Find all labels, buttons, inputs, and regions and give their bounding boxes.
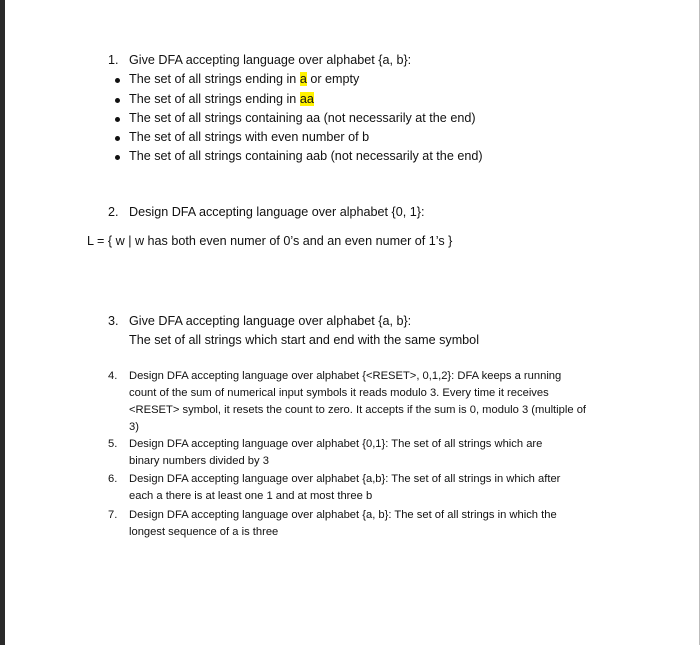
- bullet-dot: [115, 136, 120, 141]
- q1-bullet-1-rest: or empty: [306, 72, 360, 86]
- q1-heading: Give DFA accepting language over alphabet {a, b}:: [129, 53, 412, 67]
- q6-line-2: each a there is at least one 1 and at most three b: [129, 490, 373, 502]
- q4-line-3: <RESET> symbol, it resets the count to zero. It accepts if the sum is 0, modulo 3 (multiple of: [129, 404, 587, 416]
- q1-number: 1.: [108, 53, 119, 67]
- q1-bullet-2-highlight: aa: [299, 92, 314, 106]
- q2-number: 2.: [108, 205, 119, 219]
- q2-heading: Design DFA accepting language over alphabet {0, 1}:: [129, 205, 425, 219]
- q1-bullet-5: The set of all strings containing aab (not necessarily at the end): [129, 149, 483, 163]
- q5-line-1: Design DFA accepting language over alphabet {0,1}: The set of all strings which are: [129, 438, 543, 450]
- bullet-dot: [115, 78, 120, 83]
- q1-bullet-2-text: The set of all strings ending in: [129, 92, 300, 106]
- bullet-dot: [115, 98, 120, 103]
- q4-line-2: count of the sum of numerical input symbols it reads modulo 3. Every time it receives: [129, 387, 549, 399]
- bullet-dot: [115, 155, 120, 160]
- q7-line-2: longest sequence of a is three: [129, 526, 279, 538]
- q3-body: The set of all strings which start and end with the same symbol: [129, 333, 479, 347]
- q1-bullet-1-highlight: a: [299, 72, 307, 86]
- q7-number: 7.: [108, 509, 118, 521]
- bullet-dot: [115, 117, 120, 122]
- q1-bullet-1: [129, 71, 359, 87]
- q7-line-1: Design DFA accepting language over alphabet {a, b}: The set of all strings in which the: [129, 509, 557, 521]
- left-border: [0, 0, 5, 645]
- q4-line-1: Design DFA accepting language over alphabet {<RESET>, 0,1,2}: DFA keeps a running: [129, 370, 562, 382]
- q1-bullet-1-text: The set of all strings ending in: [129, 72, 300, 86]
- q6-line-1: Design DFA accepting language over alphabet {a,b}: The set of all strings in which after: [129, 473, 561, 485]
- q1-bullet-3: The set of all strings containing aa (not necessarily at the end): [129, 111, 476, 125]
- q6-number: 6.: [108, 473, 118, 485]
- q4-line-4: 3): [129, 421, 139, 433]
- q3-heading: Give DFA accepting language over alphabet {a, b}:: [129, 314, 412, 328]
- q2-language-definition: L = { w | w has both even numer of 0’s and an even numer of 1’s }: [87, 234, 453, 248]
- q3-number: 3.: [108, 314, 119, 328]
- q1-bullet-2: [129, 91, 314, 107]
- q4-number: 4.: [108, 370, 118, 382]
- q5-line-2: binary numbers divided by 3: [129, 455, 269, 467]
- q1-bullet-4: The set of all strings with even number of b: [129, 130, 370, 144]
- q5-number: 5.: [108, 438, 118, 450]
